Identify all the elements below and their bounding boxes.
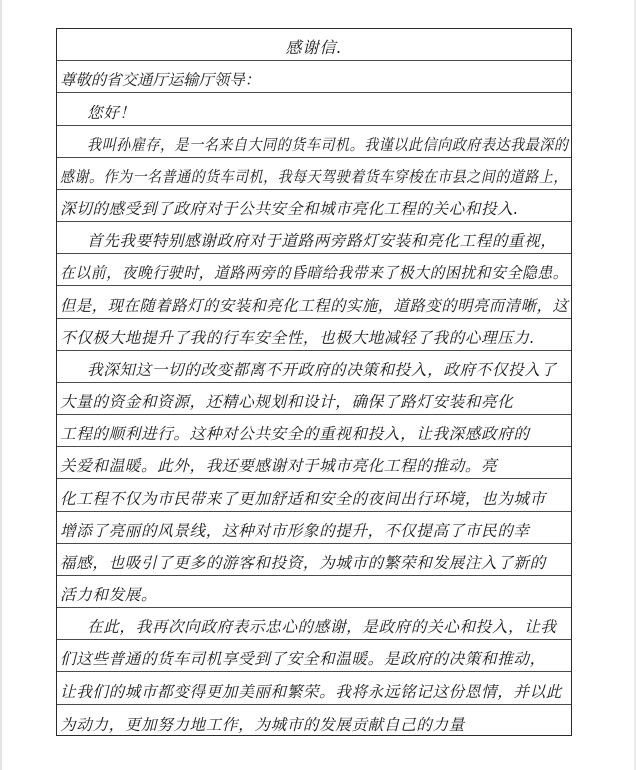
body-line-text: 首先我要特别感谢政府对于道路两旁路灯安装和亮化工程的重视， — [87, 232, 557, 251]
body-line-text: 大量的资金和资源，还精心规划和设计，确保了路灯安装和亮化 — [60, 393, 514, 412]
body-line-text: 们这些普通的货车司机享受到了安全和温暖。是政府的决策和推动， — [60, 650, 546, 669]
body-line — [57, 576, 571, 608]
body-line-text: 深切的感受到了政府对于公共安全和城市亮化工程的关心和投入. — [60, 200, 519, 219]
body-line — [57, 222, 571, 254]
body-line — [57, 672, 571, 704]
body-line — [57, 254, 571, 286]
body-line-text: 让我们的城市都变得更加美丽和繁荣。我将永远铭记这份恩情，并以此 — [60, 682, 563, 701]
body-line-text: 我深知这一切的改变都离不开政府的决策和投入，政府不仅投入了 — [87, 360, 557, 379]
scan-edge-left — [0, 0, 2, 770]
body-line — [57, 544, 571, 576]
body-line-text: 在以前，夜晚行驶时，道路两旁的昏暗给我带来了极大的困扰和安全隐患。 — [60, 264, 569, 283]
body-line — [57, 286, 571, 318]
body-line-text: 感谢。作为一名普通的货车司机，我每天驾驶着货车穿梭在市县之间的道路上， — [60, 167, 568, 186]
body-line-text: 我叫孙雇存，是一名来自大同的货车司机。我谨以此信向政府表达我最深的 — [87, 135, 569, 154]
body-line-text: 但是，现在随着路灯的安装和亮化工程的实施，道路变的明亮而清晰，这 — [60, 296, 569, 315]
letter-sheet — [56, 28, 572, 736]
body-line-text: 活力和发展。 — [60, 586, 158, 605]
body-line — [57, 126, 571, 158]
body-line-text: 为动力，更加努力地工作，为城市的发展贡献自己的力量 — [60, 715, 465, 734]
body-line — [57, 512, 571, 544]
body-line-text: 在此，我再次向政府表示忠心的感谢，是政府的关心和投入，让我 — [87, 618, 557, 637]
body-line — [57, 158, 571, 190]
body-line — [57, 608, 571, 640]
body-line-text: 增添了亮丽的风景线，这种对市形象的提升，不仅提高了市民的幸 — [60, 521, 530, 540]
body-line-text: 福感，也吸引了更多的游客和投资，为城市的繁荣和发展注入了新的 — [60, 553, 546, 572]
body-line — [57, 705, 571, 737]
body-line-text: 工程的顺利进行。这种对公共安全的重视和投入，让我深感政府的 — [60, 425, 530, 444]
body-line-text: 关爱和温暖。此外，我还要感谢对于城市亮化工程的推动。亮 — [60, 457, 498, 476]
body-line — [57, 351, 571, 383]
salutation-row — [57, 61, 571, 93]
salutation: 尊敬的省交通厅运输厅领导： — [60, 71, 261, 90]
body-line-text: 化工程不仅为市民带来了更加舒适和安全的夜间出行环境，也为城市 — [60, 489, 546, 508]
body-line — [57, 479, 571, 511]
body-line — [57, 640, 571, 672]
greeting-row — [57, 93, 571, 125]
body-line — [57, 319, 571, 351]
greeting: 您好！ — [87, 103, 136, 122]
body-line-text: 不仅极大地提升了我的行车安全性，也极大地减轻了我的心理压力. — [60, 328, 536, 347]
body-line — [57, 383, 571, 415]
letter-title: 感谢信. — [285, 38, 343, 58]
body-line — [57, 415, 571, 447]
body-line — [57, 447, 571, 479]
letter-title-row — [57, 29, 571, 61]
body-line — [57, 190, 571, 222]
